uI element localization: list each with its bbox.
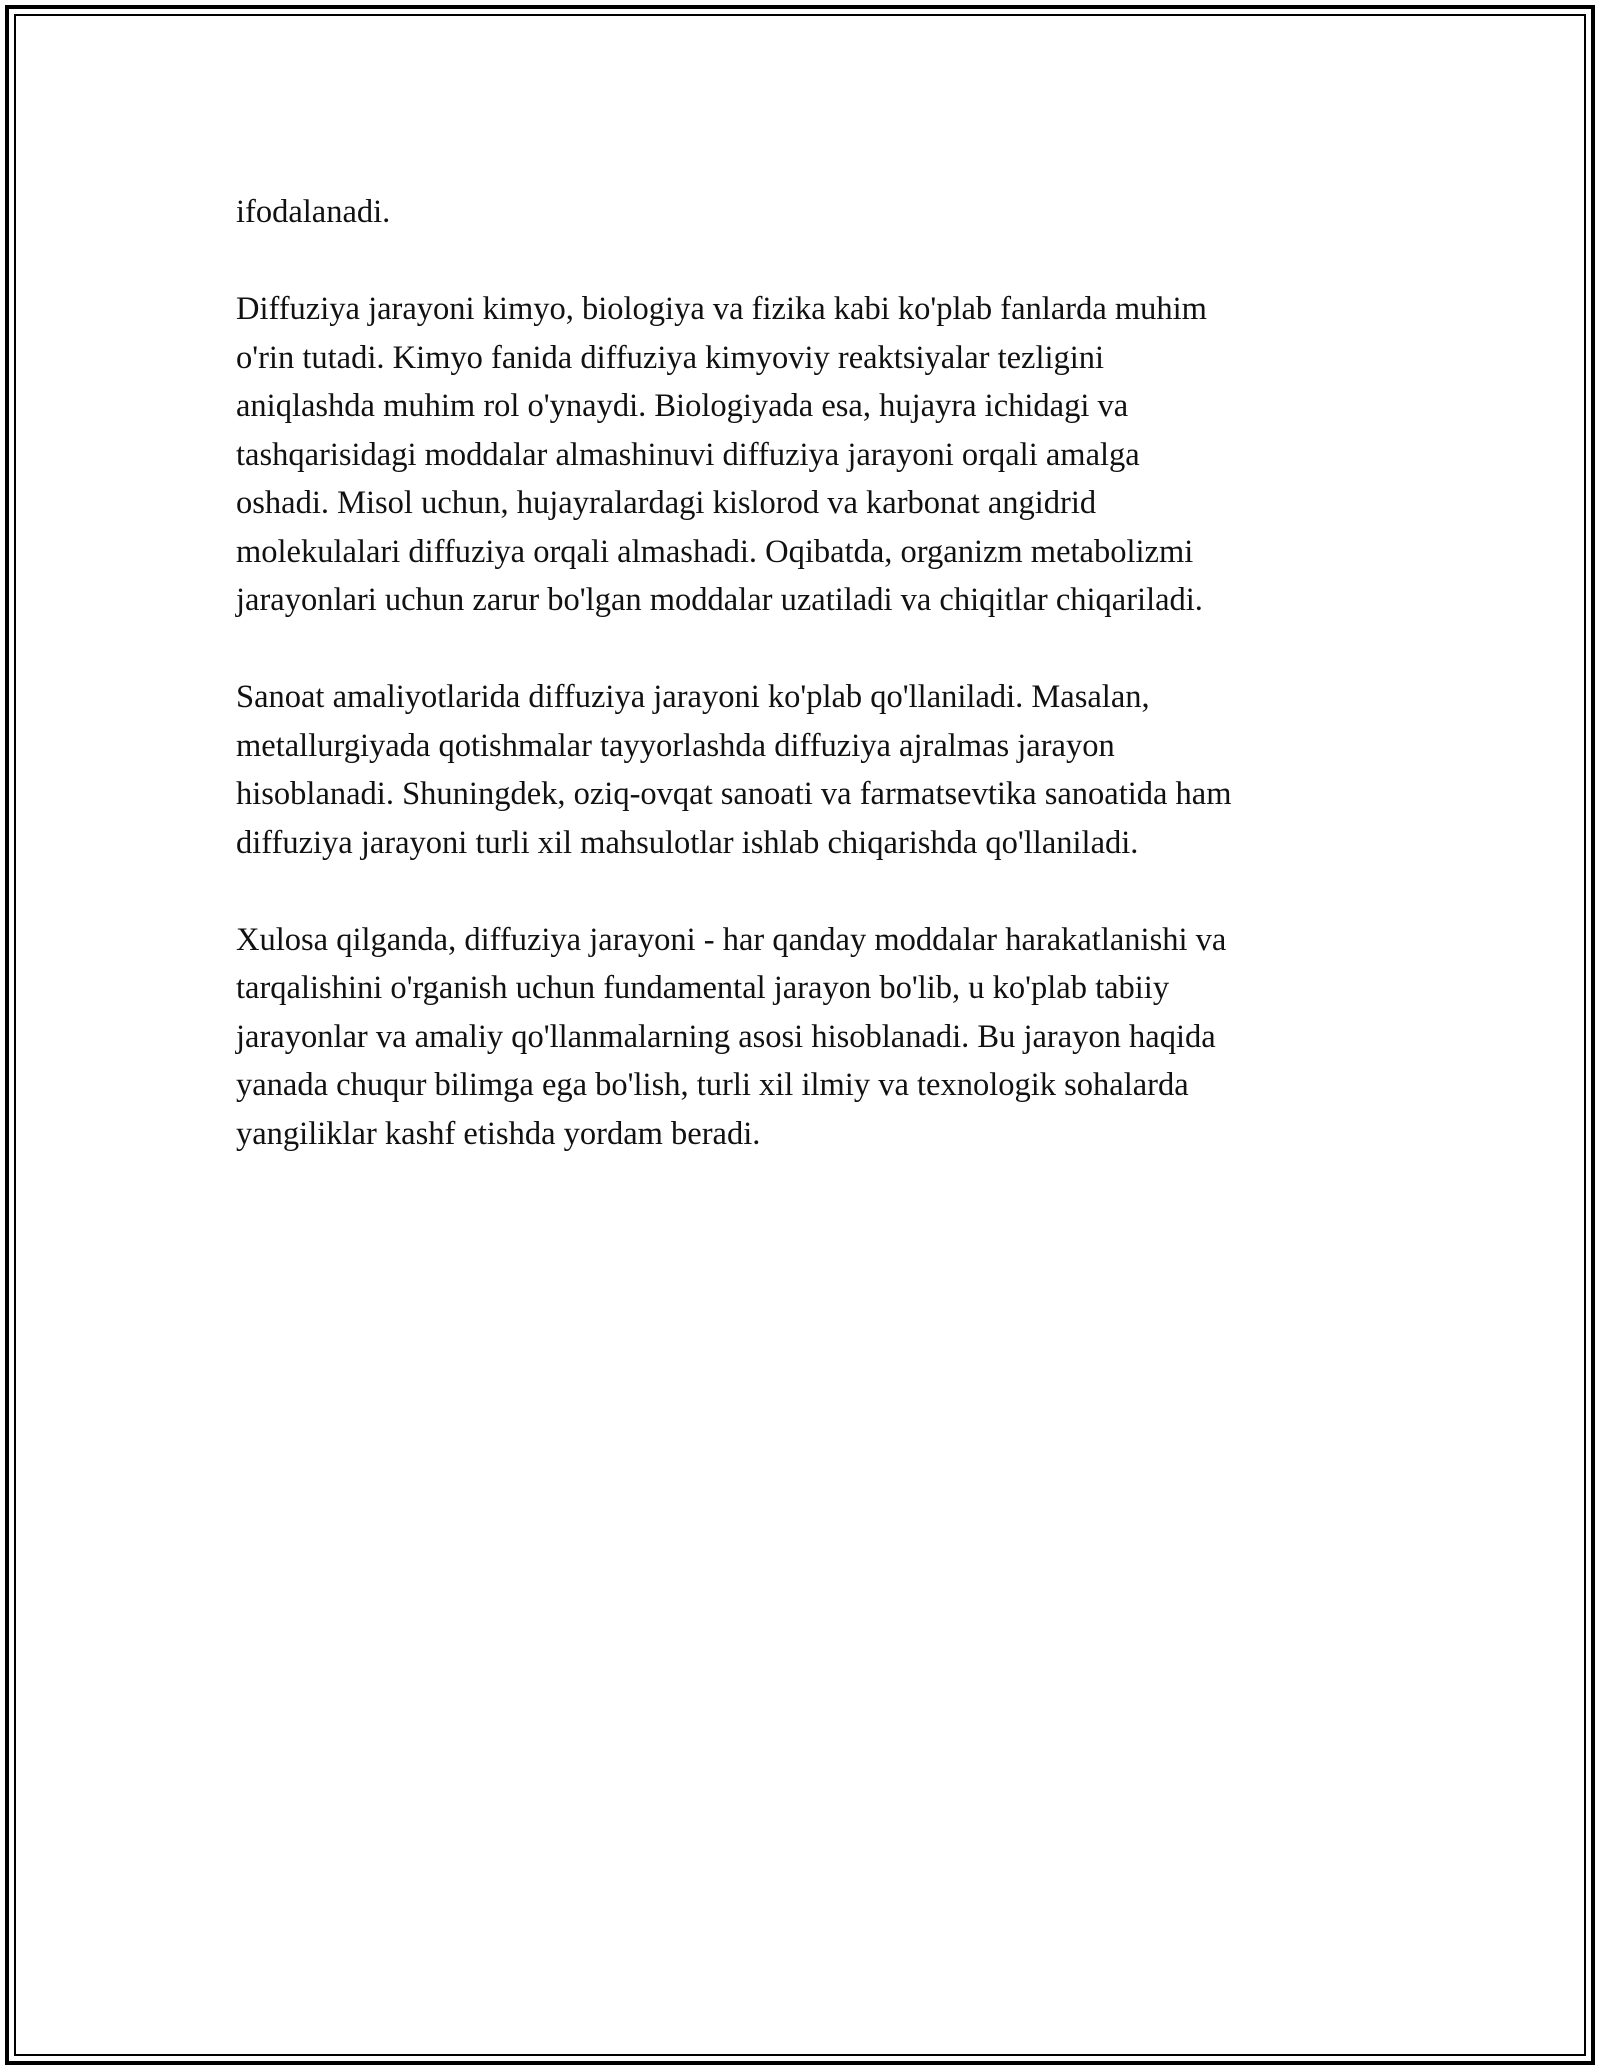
paragraph-industry-applications: Sanoat amaliyotlarida diffuziya jarayoni ko'plab qo'llaniladi. Masalan, metallurgiyada qotishmalar tayyorlashda diffuziya ajralmas jarayon hisoblanadi. Shuningdek, oziq-ovqat sanoati va farmatsevtika sanoatida ham diffuziya jarayoni turli xil mahsulotlar ishlab chiqarishda qo'llaniladi.: [236, 679, 1232, 861]
document-body: [236, 188, 1376, 1207]
paragraph-conclusion: Xulosa qilganda, diffuziya jarayoni - har qanday moddalar harakatlanishi va tarqalishini o'rganish uchun fundamental jarayon bo'lib, u ko'plab tabiiy jarayonlar va amaliy qo'llanmalarning asosi hisoblanadi. Bu jarayon haqida yanada chuqur bilimga ega bo'lish, turli xil ilmiy va texnologik sohalarda yangiliklar kashf etishda yordam beradi.: [236, 921, 1227, 1152]
paragraph-diffusion-sciences: Diffuziya jarayoni kimyo, biologiya va fizika kabi ko'plab fanlarda muhim o'rin tutadi. Kimyo fanida diffuziya kimyoviy reaktsiyalar tezligini aniqlashda muhim rol o'ynaydi. Biologiyada esa, hujayra ichidagi va tashqarisidagi moddalar almashinuvi diffuziya jarayoni orqali amalga oshadi. Misol uchun, hujayralardagi kislorod va karbonat angidrid molekulalari diffuziya orqali almashadi. Oqibatda, organizm metabolizmi jarayonlari uchun zarur bo'lgan moddalar uzatiladi va chiqitlar chiqariladi.: [236, 291, 1207, 618]
paragraph-continuation: ifodalanadi.: [236, 194, 391, 230]
